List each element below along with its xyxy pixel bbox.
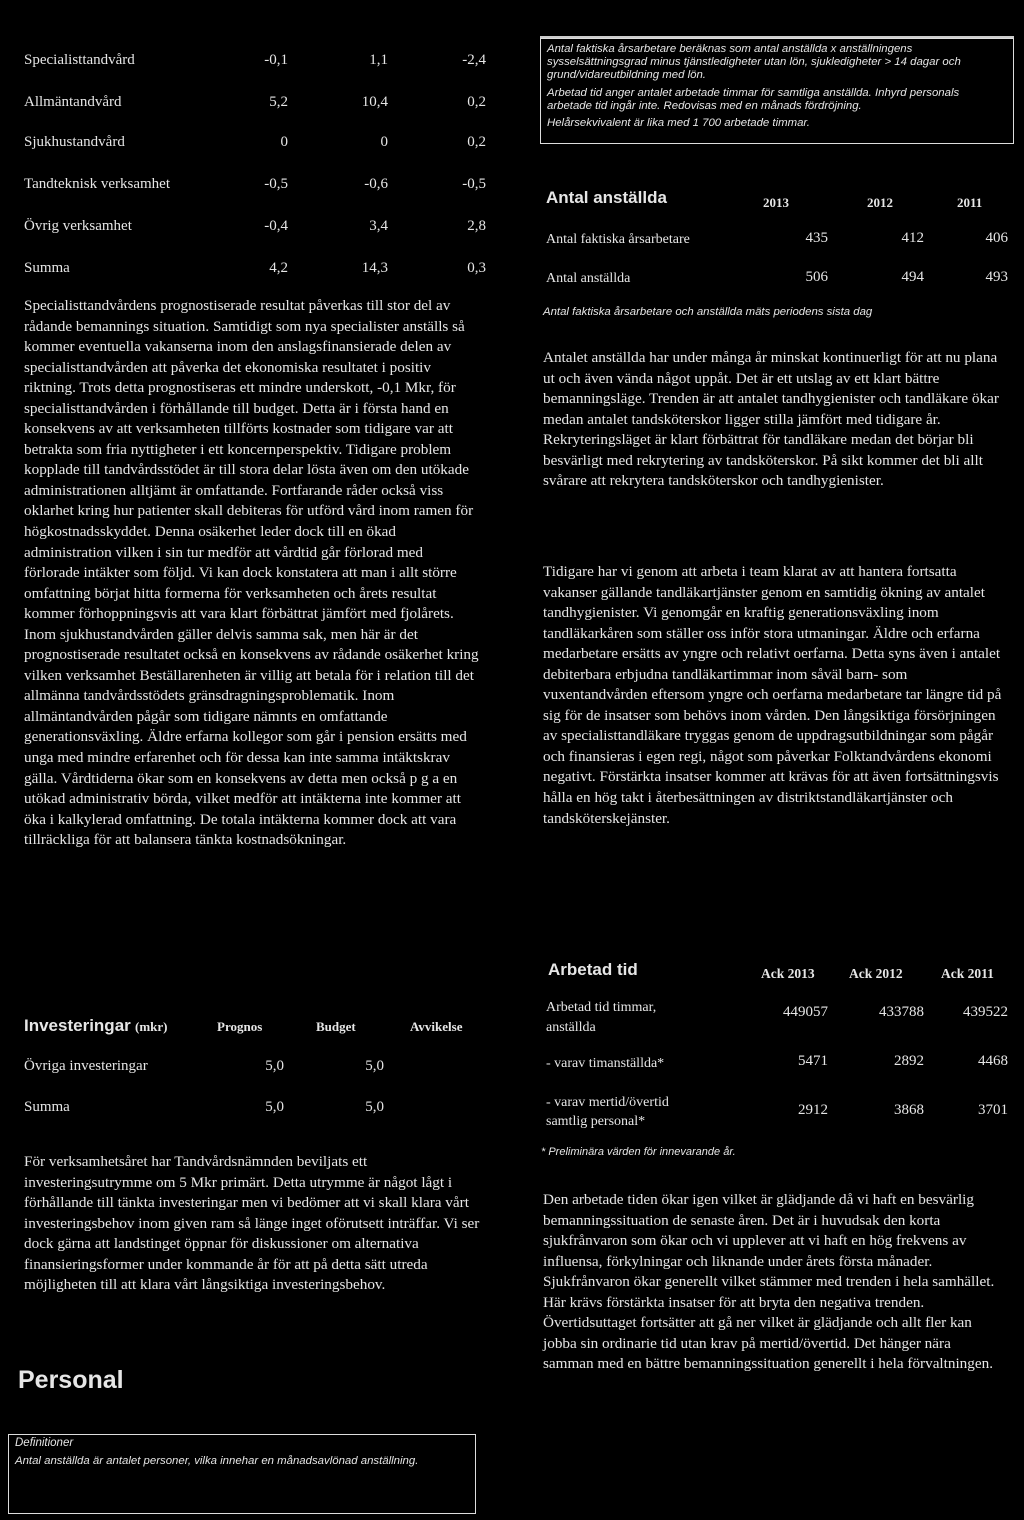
row-label: Summa	[24, 1099, 70, 1115]
body-paragraph: Antalet anställda har under många år minskat kontinuerligt för att nu plana ut och även vända något uppåt. Det är ett utslag av ett klart bättre bemanningsläge. Trenden är att antalet tandhygienister och tandläkare ökar medan antalet tandsköterskor ligger stilla jämfört med tidigare år. Rekryteringsläget är klart förbättrat för tandläkare medan det börjar bli besvärligt med rekrytering av tandsköterskor. På sikt kommer det bli allt svårare att rekrytera tandsköterskor och tandhygienister.	[543, 349, 999, 490]
staff-table-title: Antal anställda	[546, 188, 667, 207]
row-label: Övriga investeringar	[24, 1058, 148, 1074]
investments-title	[24, 1016, 168, 1036]
year-header: 2011	[957, 195, 983, 210]
result-row	[24, 134, 125, 151]
row-label: Antal faktiska årsarbetare	[546, 232, 690, 247]
cell: -0,6	[364, 176, 388, 192]
cell: 3,4	[369, 218, 388, 234]
cell: 5,0	[365, 1099, 384, 1115]
cell: 449057	[783, 1004, 828, 1020]
body-paragraph: Den arbetade tiden ökar igen vilket är glädjande då vi haft en besvärlig bemanningssituation de senaste åren. Det är i huvudsak den korta sjukfrånvaron som ökar och vi upplever att vi haft en hög frekvens av influensa, förkylningar och liknande under årets första månader. Sjukfrånvaron ökar generellt vilket stämmer med trenden i hela samhället. Här krävs förstärkta insatser för att bryta den negativa trenden. Övertidsuttaget fortsätter att gå ner vilket är glädjande och allt fler kan jobba sin ordinarie tid utan krav på mertid/övertid. Det hänger nära samman med en bättre bemanningssituation generellt i hela förvaltningen.	[543, 1191, 995, 1373]
worktime-title: Arbetad tid	[548, 960, 638, 979]
cell: 5,0	[265, 1058, 284, 1074]
cell: 412	[901, 230, 924, 246]
section-heading-personal: Personal	[18, 1366, 124, 1394]
col-header: Prognos	[217, 1019, 263, 1034]
definitions-title: Definitioner	[15, 1437, 74, 1449]
col-header: Ack 2013	[761, 966, 815, 981]
year-header: 2013	[763, 195, 789, 210]
cell: 1,1	[369, 52, 388, 68]
cell: 506	[805, 269, 828, 285]
cell: 494	[901, 269, 924, 285]
result-row-summa	[24, 260, 70, 277]
cell: 2,8	[467, 218, 486, 234]
cell: 493	[985, 269, 1008, 285]
table-note: Antal faktiska årsarbetare och anställda mäts periodens sista dag	[543, 306, 873, 318]
year-header: 2012	[867, 195, 893, 210]
row-label: Summa	[24, 260, 70, 276]
body-paragraph: Tidigare har vi genom att arbeta i team klarat av att hantera fortsatta vakanser gällande tandläkartjänster genom en samtidig ökning av antalet tandhygienister. Vi genomgår en kraftig generationsväxling inom tandläkarkåren som ställer oss inför stora utmaningar. Äldre och erfarna medarbetare ersätts av yngre och relativt oerfarna. Detta syns även i antalet debiterbara erbjudna tandläkartimmar inom såväl barn- som vuxentandvården eftersom yngre och oerfarna medarbetare tar längre tid på sig för de insatser som behövs inom vården. Den långsiktiga försörjningen av specialisttandläkare tryggas genom de uppdragsutbildningar som pågår och finansieras i egen regi, något som påverkar Folktandvårdens ekonomi negativt. Förstärkta insatser kommer att krävas för att även fortsättningsvis hålla en hög takt i återbesättningen av distriktstandläkartjänster och tandsköterskejänster.	[543, 563, 1002, 827]
row-label: Övrig verksamhet	[24, 218, 132, 234]
cell: 0,2	[467, 94, 486, 110]
cell: 5,0	[365, 1058, 384, 1074]
cell: 10,4	[361, 94, 388, 110]
row-label: - varav mertid/övertid samtlig personal*	[546, 1095, 669, 1129]
cell: 435	[805, 230, 828, 246]
definition-text: Arbetad tid anger antalet arbetade timmar för samtliga anställda. Inhyrd personals arbetade tid ingår inte. Redovisas med en månads fördröjning.	[547, 86, 960, 112]
definitions-box	[8, 1434, 476, 1514]
row-label: Sjukhustandvård	[24, 134, 125, 150]
cell: 14,3	[361, 260, 388, 276]
cell: -0,4	[264, 218, 288, 234]
col-header: Budget	[316, 1019, 356, 1034]
investments-unit: (mkr)	[135, 1019, 168, 1034]
definitions-text: Antal anställda är antalet personer, vilka innehar en månadsavlönad anställning.	[15, 1455, 419, 1468]
table-note: * Preliminära värden för innevarande år.	[541, 1146, 736, 1158]
cell: 5,0	[265, 1099, 284, 1115]
result-row	[24, 52, 135, 69]
cell: 2912	[798, 1102, 828, 1118]
definition-text: Helårsekvivalent är lika med 1 700 arbetade timmar.	[547, 117, 810, 130]
cell: 0,3	[467, 260, 486, 276]
cell: 0	[280, 134, 288, 150]
definitions-panel	[540, 38, 1014, 144]
cell: -2,4	[462, 52, 486, 68]
cell: 433788	[879, 1004, 924, 1020]
cell: 3868	[894, 1102, 924, 1118]
cell: 0,2	[467, 134, 486, 150]
row-label: Antal anställda	[546, 271, 631, 286]
result-row	[24, 176, 170, 193]
cell: 4468	[978, 1053, 1008, 1069]
cell: 5,2	[269, 94, 288, 110]
cell: 5471	[798, 1053, 828, 1069]
col-header: Avvikelse	[410, 1019, 463, 1034]
cell: 2892	[894, 1053, 924, 1069]
cell: 0	[380, 134, 388, 150]
row-label: Tandteknisk verksamhet	[24, 176, 170, 192]
row-label: Allmäntandvård	[24, 94, 122, 110]
row-label: Specialisttandvård	[24, 52, 135, 68]
row-label: - varav timanställda*	[546, 1056, 665, 1071]
cell: 406	[985, 230, 1008, 246]
row-label: Arbetad tid timmar, anställda	[546, 1000, 657, 1035]
investments-heading: Investeringar	[24, 1016, 131, 1035]
result-row	[24, 218, 132, 235]
col-header: Ack 2012	[849, 966, 903, 981]
cell: -0,1	[264, 52, 288, 68]
definition-text: Antal faktiska årsarbetare beräknas som antal anställda x anställningens sysselsättningsgrad minus tjänstledigheter utan lön, sjukledigheter > 14 dagar och grund/vidareutbildning med lön.	[547, 43, 961, 82]
cell: 4,2	[269, 260, 288, 276]
body-paragraph: Specialisttandvårdens prognostiserade resultat påverkas till stor del av rådande bemannings situation. Samtidigt som nya specialister anställs så kommer eventuella vakanserna inom den anslagsfinansierade delen av specialisttandvården att påverka det ekonomiska resultatet i positiv riktning. Trots detta prognostiseras ett mindre underskott, -0,1 Mkr, för specialisttandvården i förhållande till budget. Detta är i första hand en konsekvens av att verksamheten tillförts kostnader som tidigare var att betrakta som fria nyttigheter i ett koncernperspektiv. Tidigare problem kopplade till tandvårdsstödet är till stora delar lösta även om den utökade administrationen alltjämt är omfattande. Fortfarande råder också viss oklarhet kring hur patienter skall debiteras för utförd vård inom ramen för högkostnadsskyddet. Denna osäkerhet leder dock till en ökad administration vilken i sin tur medför att vårdtid går förlorad med förlorade intäkter som följd. Vi kan dock konstatera att man i allt större omfattning börjat hitta formerna för verksamheten och årets resultat kommer förhoppningsvis att vara klart förbättrat jämfört med fjolårets. Inom sjukhustandvården gäller delvis samma sak, men här är det prognostiserade resultatet också en konsekvens av rådande osäkerhet kring vilken verksamhet Beställarenheten är villig att betala för i relation till det allmänna tandvårdsstödets gränsdragningsproblematik. Inom allmäntandvården pågår som tidigare nämnts en omfattande generationsväxling. Äldre erfarna kollegor som går i pension ersätts med unga med mindre erfarenhet och för dessa kan inte samma intäktskrav gälla. Vårdtiderna ökar som en konsekvens av detta men också p g a en utökad administrativ börda, vilket medför att intäkterna inte kommer att öka i kalkylerad omfattning. De totala intäkterna kommer dock att vara tillräckliga för att balansera tänkta kostnadsökningar.	[24, 297, 479, 849]
col-header: Ack 2011	[941, 966, 994, 981]
cell: -0,5	[264, 176, 288, 192]
cell: 439522	[963, 1004, 1008, 1020]
result-row	[24, 94, 121, 111]
cell: 3701	[978, 1102, 1008, 1118]
cell: -0,5	[462, 176, 486, 192]
body-paragraph: För verksamhetsåret har Tandvårdsnämnden beviljats ett investeringsutrymme om 5 Mkr primärt. Detta utrymme är något lågt i förhållande till tänkta investeringar men vi bedömer att vi skall klara vårt investeringsbehov inom given ram så länge inget oförutsett inträffar. Vi ser dock gärna att landstinget öppnar för diskussioner om alternativa finansieringsformer under kommande år för att på detta sätt utreda möjligheten till att klara vårt långsiktiga investeringsbehov.	[24, 1153, 480, 1294]
